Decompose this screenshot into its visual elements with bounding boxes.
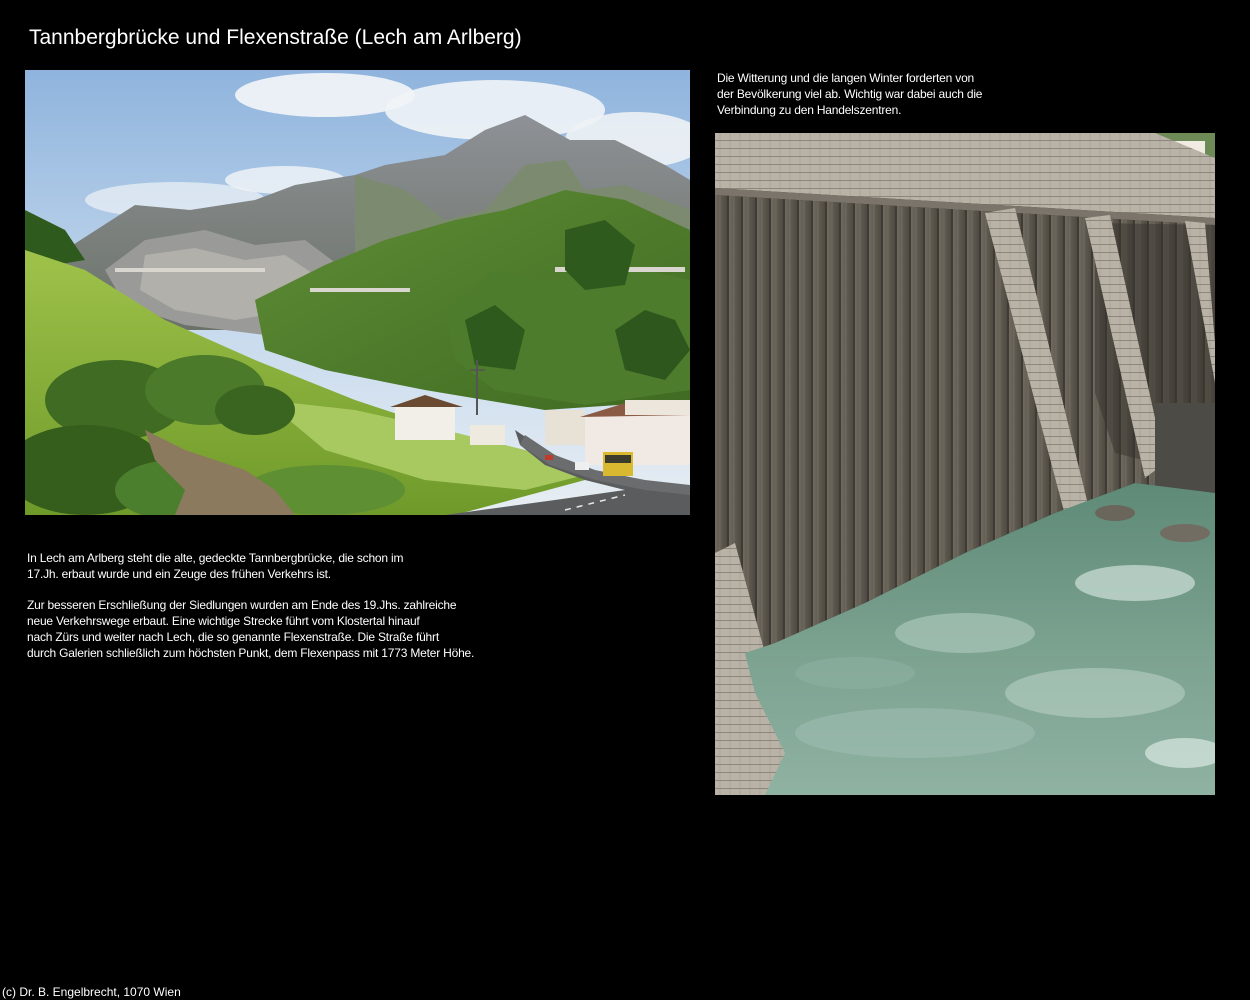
- left-paragraph-2-line: durch Galerien schließlich zum höchsten Punkt, dem Flexenpass mit 1773 Meter Höhe.: [27, 646, 475, 660]
- left-paragraph-1: [27, 550, 547, 582]
- left-paragraph-1-line: 17.Jh. erbaut wurde und ein Zeuge des frühen Verkehrs ist.: [27, 567, 331, 581]
- left-paragraph-1-line: In Lech am Arlberg steht die alte, gedeckte Tannbergbrücke, die schon im: [27, 551, 404, 565]
- right-description: [717, 70, 1047, 118]
- right-description-line: Die Witterung und die langen Winter forderten von: [717, 71, 975, 85]
- left-paragraph-2-line: nach Zürs und weiter nach Lech, die so genannte Flexenstraße. Die Straße führt: [27, 630, 439, 644]
- left-paragraph-2-line: Zur besseren Erschließung der Siedlungen wurden am Ende des 19.Jhs. zahlreiche: [27, 598, 457, 612]
- flexenstrasse-valley-photo: [25, 70, 690, 515]
- page-title: Tannbergbrücke und Flexenstraße (Lech am Arlberg): [29, 26, 522, 49]
- copyright-footer: (c) Dr. B. Engelbrecht, 1070 Wien: [2, 985, 181, 999]
- tannbergbruecke-photo: [715, 133, 1215, 795]
- left-paragraph-2-line: neue Verkehrswege erbaut. Eine wichtige Strecke führt vom Klostertal hinauf: [27, 614, 420, 628]
- left-paragraph-2: [27, 597, 547, 661]
- right-description-line: der Bevölkerung viel ab. Wichtig war dabei auch die: [717, 87, 983, 101]
- right-description-line: Verbindung zu den Handelszentren.: [717, 103, 902, 117]
- left-description: [27, 550, 547, 676]
